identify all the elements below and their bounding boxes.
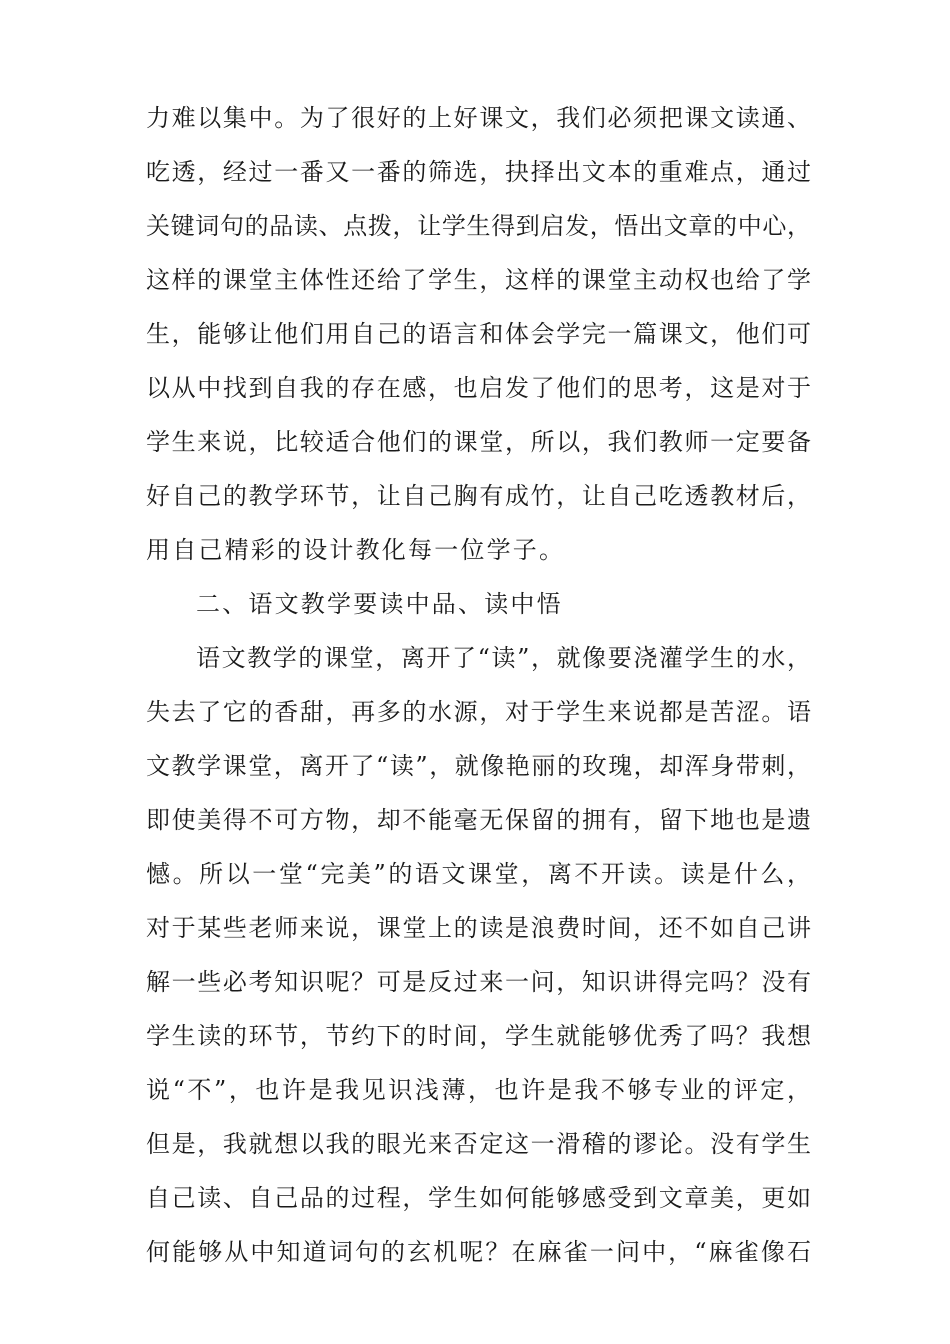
text-line: 这样的课堂主体性还给了学生，这样的课堂主动权也给了学 bbox=[146, 266, 811, 294]
text-line: 生，能够让他们用自己的语言和体会学完一篇课文，他们可 bbox=[146, 320, 811, 348]
text-line: 即使美得不可方物，却不能毫无保留的拥有，留下地也是遗 bbox=[146, 806, 811, 834]
text-line: 学生读的环节，节约下的时间，学生就能够优秀了吗？我想 bbox=[146, 1022, 811, 1050]
text-line: 关键词句的品读、点拨，让学生得到启发，悟出文章的中心， bbox=[146, 212, 811, 240]
text-line: 文教学课堂，离开了“读”，就像艳丽的玫瑰，却浑身带刺， bbox=[146, 752, 811, 780]
section-heading: 二、语文教学要读中品、读中悟 bbox=[196, 590, 563, 618]
text-line: 憾。所以一堂“完美”的语文课堂，离不开读。读是什么， bbox=[146, 860, 811, 888]
text-line: 对于某些老师来说，课堂上的读是浪费时间，还不如自己讲 bbox=[146, 914, 811, 942]
text-line: 语文教学的课堂，离开了“读”，就像要浇灌学生的水， bbox=[196, 644, 811, 672]
text-line: 好自己的教学环节，让自己胸有成竹，让自己吃透教材后， bbox=[146, 482, 811, 510]
text-line: 但是，我就想以我的眼光来否定这一滑稽的谬论。没有学生 bbox=[146, 1130, 811, 1158]
text-line: 吃透，经过一番又一番的筛选，抉择出文本的重难点，通过 bbox=[146, 158, 811, 186]
text-line: 力难以集中。为了很好的上好课文，我们必须把课文读通、 bbox=[146, 104, 811, 132]
text-line: 学生来说，比较适合他们的课堂，所以，我们教师一定要备 bbox=[146, 428, 811, 456]
text-line: 何能够从中知道词句的玄机呢？在麻雀一问中，“麻雀像石 bbox=[146, 1238, 811, 1266]
text-line: 解一些必考知识呢？可是反过来一问，知识讲得完吗？没有 bbox=[146, 968, 811, 996]
text-line: 说“不”，也许是我见识浅薄，也许是我不够专业的评定， bbox=[146, 1076, 811, 1104]
text-line: 用自己精彩的设计教化每一位学子。 bbox=[146, 536, 566, 564]
text-line: 自己读、自己品的过程，学生如何能够感受到文章美，更如 bbox=[146, 1184, 811, 1212]
body-text bbox=[146, 91, 811, 1279]
text-line: 以从中找到自我的存在感，也启发了他们的思考，这是对于 bbox=[146, 374, 811, 402]
text-line: 失去了它的香甜，再多的水源，对于学生来说都是苦涩。语 bbox=[146, 698, 811, 726]
